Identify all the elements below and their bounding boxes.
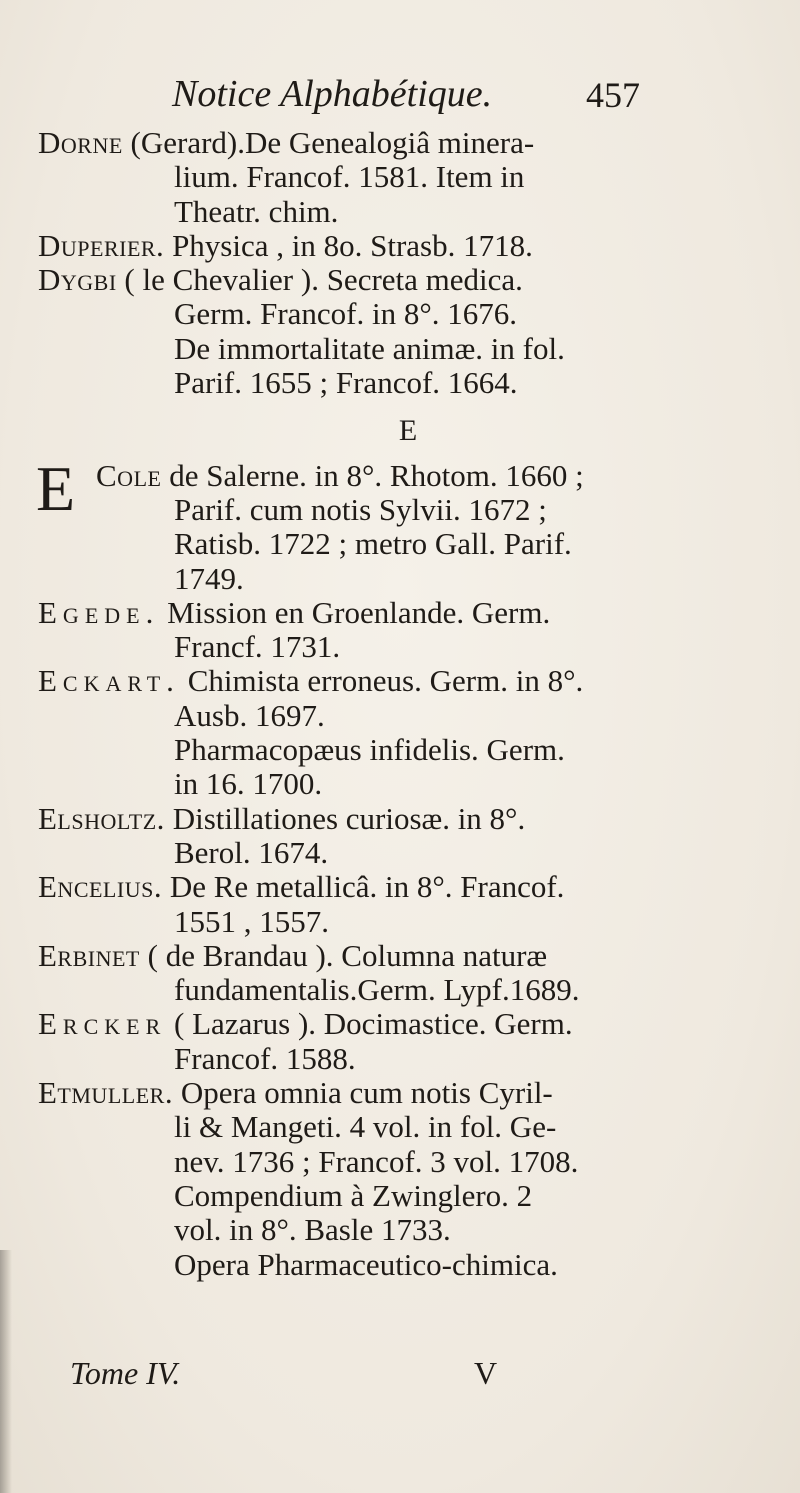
entry-line: Pharmacopæus infidelis. Germ. <box>174 732 565 768</box>
entry-line: Mission en Groenlande. Germ. <box>167 594 551 630</box>
volume-label: Tome IV. <box>70 1355 181 1391</box>
entry-duperier <box>38 229 778 263</box>
entry-erbinet <box>38 939 778 1008</box>
entry-line: Theatr. chim. <box>174 193 339 229</box>
headword: Erbinet <box>38 937 140 973</box>
entry-line: Chimista erroneus. Germ. in 8°. <box>187 663 584 699</box>
entry-dygbi <box>38 263 778 400</box>
entry-line: nev. 1736 ; Francof. 3 vol. 1708. <box>174 1143 579 1179</box>
headword: Cole <box>96 457 162 493</box>
entry-line: De Re metallicâ. in 8°. Francof. <box>169 869 565 905</box>
entry-line: 1749. <box>174 560 244 596</box>
signature-mark: V <box>474 1355 498 1391</box>
entry-line: Parif. cum notis Sylvii. 1672 ; <box>174 491 547 527</box>
entry-line: Distillationes curiosæ. in 8°. <box>172 800 526 836</box>
page-footer <box>70 1355 770 1395</box>
entry-line: Opera Pharmaceutico-chimica. <box>174 1246 558 1282</box>
entry-line: li & Mangeti. 4 vol. in fol. Ge- <box>174 1109 557 1145</box>
entry-line: ( de Brandau ). Columna naturæ <box>147 937 548 973</box>
entry-line: ( le Chevalier ). Secreta medica. <box>124 262 523 298</box>
headword: Ercker <box>38 1006 167 1042</box>
entry-line: De immortalitate animæ. in fol. <box>174 330 565 366</box>
entry-ecole <box>36 452 778 596</box>
entry-line: ( Lazarus ). Docimastice. Germ. <box>174 1006 573 1042</box>
entry-eckart <box>38 664 778 801</box>
entry-line: vol. in 8°. Basle 1733. <box>174 1212 451 1248</box>
entry-encelius <box>38 870 778 939</box>
headword: Encelius. <box>38 869 163 905</box>
text-body <box>38 126 778 1282</box>
entry-dorne <box>38 126 778 229</box>
entry-line: lium. Francof. 1581. Item in <box>174 159 525 195</box>
page-edge-shadow <box>0 1250 12 1493</box>
drop-cap: E <box>36 452 76 524</box>
entry-line: de Salerne. in 8°. Rhotom. 1660 ; <box>169 457 584 493</box>
entry-line: (Gerard).De Genealogiâ minera- <box>130 125 535 160</box>
entry-line: Ausb. 1697. <box>174 697 325 733</box>
headword: Duperier. <box>38 227 165 263</box>
entry-line: Germ. Francof. in 8°. 1676. <box>174 296 517 332</box>
running-header <box>0 72 800 122</box>
entry-line: Physica , in 8o. Strasb. 1718. <box>172 227 533 263</box>
entry-line: Francf. 1731. <box>174 629 341 665</box>
page-number: 457 <box>586 75 640 115</box>
section-letter: E <box>398 414 418 448</box>
headword: Dygbi <box>38 262 117 298</box>
entry-line: Francof. 1588. <box>174 1040 356 1076</box>
headword: Dorne <box>38 125 123 160</box>
entry-line: Compendium à Zwinglero. 2 <box>174 1177 533 1213</box>
entry-line: 1551 , 1557. <box>174 903 329 939</box>
running-title: Notice Alphabétique. <box>172 73 493 115</box>
entry-line: fundamentalis.Germ. Lypf.1689. <box>174 972 580 1008</box>
entry-elsholtz <box>38 802 778 871</box>
entry-line: in 16. 1700. <box>174 766 323 802</box>
entry-line: Berol. 1674. <box>174 834 329 870</box>
headword: Elsholtz. <box>38 800 165 836</box>
headword: Eckart. <box>38 663 180 699</box>
entry-ercker <box>38 1007 778 1076</box>
entry-line: Opera omnia cum notis Cyril- <box>180 1075 553 1111</box>
entry-line: Ratisb. 1722 ; metro Gall. Parif. <box>174 526 572 562</box>
headword: Etmuller. <box>38 1075 174 1111</box>
headword: Egede. <box>38 594 160 630</box>
entry-egede <box>38 596 778 665</box>
entry-etmuller <box>38 1076 778 1282</box>
entry-line: Parif. 1655 ; Francof. 1664. <box>174 365 518 401</box>
